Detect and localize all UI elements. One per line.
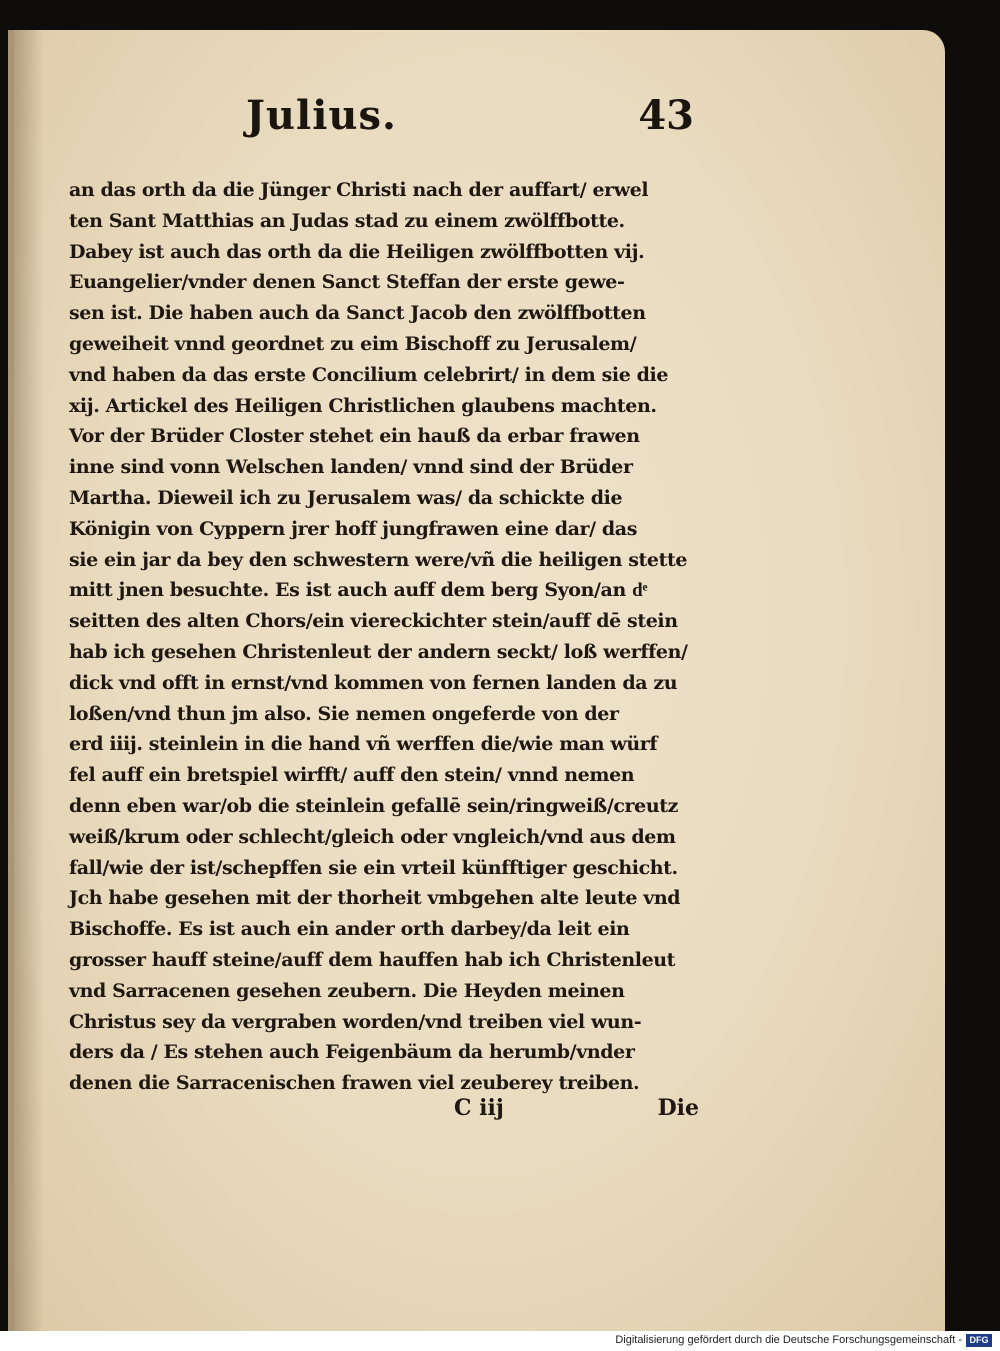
text-line: Euangelier/vnder denen Sanct Steffan der erste gewe- — [69, 271, 625, 294]
text-line: Dabey ist auch das orth da die Heiligen zwölffbotten vij. — [69, 240, 645, 263]
text-line: vnd Sarracenen gesehen zeubern. Die Heyden meinen — [69, 979, 625, 1002]
credit-bar — [0, 1331, 1000, 1351]
text-line: Jch habe gesehen mit der thorheit vmbgehen alte leute vnd — [69, 887, 681, 910]
text-line: vnd haben da das erste Concilium celebrirt/ in dem sie die — [69, 363, 669, 386]
text-line: geweiheit vnnd geordnet zu eim Bischoff zu Jerusalem/ — [69, 332, 637, 355]
text-line: an das orth da die Jünger Christi nach der auffart/ erwel — [69, 179, 649, 201]
page-number: 43 — [638, 92, 694, 139]
text-line: ders da / Es stehen auch Feigenbäum da herumb/vnder — [69, 1041, 635, 1064]
text-line: denn eben war/ob die steinlein gefallē sein/ringweiß/creutz — [69, 794, 679, 817]
text-line: erd iiij. steinlein in die hand vñ werffen die/wie man würf — [69, 733, 658, 756]
signature-mark: C iij — [454, 1095, 504, 1121]
text-line: inne sind vonn Welschen landen/ vnnd sind der Brüder — [69, 456, 633, 479]
text-line: fel auff ein bretspiel wirfft/ auff den stein/ vnnd nemen — [69, 764, 635, 787]
text-line: hab ich gesehen Christenleut der andern seckt/ loß werffen/ — [69, 640, 688, 663]
text-line: xij. Artickel des Heiligen Christlichen glaubens machten. — [69, 394, 657, 417]
catchword: Die — [657, 1095, 699, 1121]
text-line: mitt jnen besuchte. Es ist auch auff dem berg Syon/an dͤ — [69, 579, 648, 602]
text-line: dick vnd offt in ernst/vnd kommen von fernen landen da zu — [69, 671, 678, 694]
text-line: sie ein jar da bey den schwestern were/vñ die heiligen stette — [69, 548, 688, 571]
text-line: weiß/krum oder schlecht/gleich oder vngleich/vnd aus dem — [69, 825, 676, 848]
text-line: grosser hauff steine/auff dem hauffen hab ich Christenleut — [69, 948, 676, 971]
funding-credit: Digitalisierung gefördert durch die Deutsche Forschungsgemeinschaft - — [615, 1334, 962, 1346]
page-footer — [454, 1095, 699, 1135]
text-line: ten Sant Matthias an Judas stad zu einem zwölffbotte. — [69, 209, 625, 232]
text-line: denen die Sarracenischen frawen viel zeuberey treiben. — [69, 1072, 640, 1095]
running-title: Julius. — [246, 92, 397, 139]
text-line: Christus sey da vergraben worden/vnd treiben viel wun- — [69, 1010, 642, 1033]
page-header — [214, 92, 694, 152]
dfg-logo: DFG — [966, 1334, 992, 1347]
text-line: fall/wie der ist/schepffen sie ein vrteil künfftiger geschicht. — [69, 856, 678, 879]
text-line: Vor der Brüder Closter stehet ein hauß da erbar frawen — [69, 425, 640, 448]
text-line: Königin von Cyppern jrer hoff jungfrawen eine dar/ das — [69, 517, 638, 540]
text-line: seitten des alten Chors/ein viereckichter stein/auff dē stein — [69, 610, 678, 633]
book-page — [8, 30, 945, 1331]
text-line: sen ist. Die haben auch da Sanct Jacob den zwölffbotten — [69, 302, 646, 325]
text-line: loßen/vnd thun jm also. Sie nemen ongeferde von der — [69, 702, 619, 725]
text-line: Bischoffe. Es ist auch ein ander orth darbey/da leit ein — [69, 918, 630, 941]
body-text — [69, 175, 694, 1099]
text-line: Martha. Dieweil ich zu Jerusalem was/ da schickte die — [69, 486, 623, 509]
